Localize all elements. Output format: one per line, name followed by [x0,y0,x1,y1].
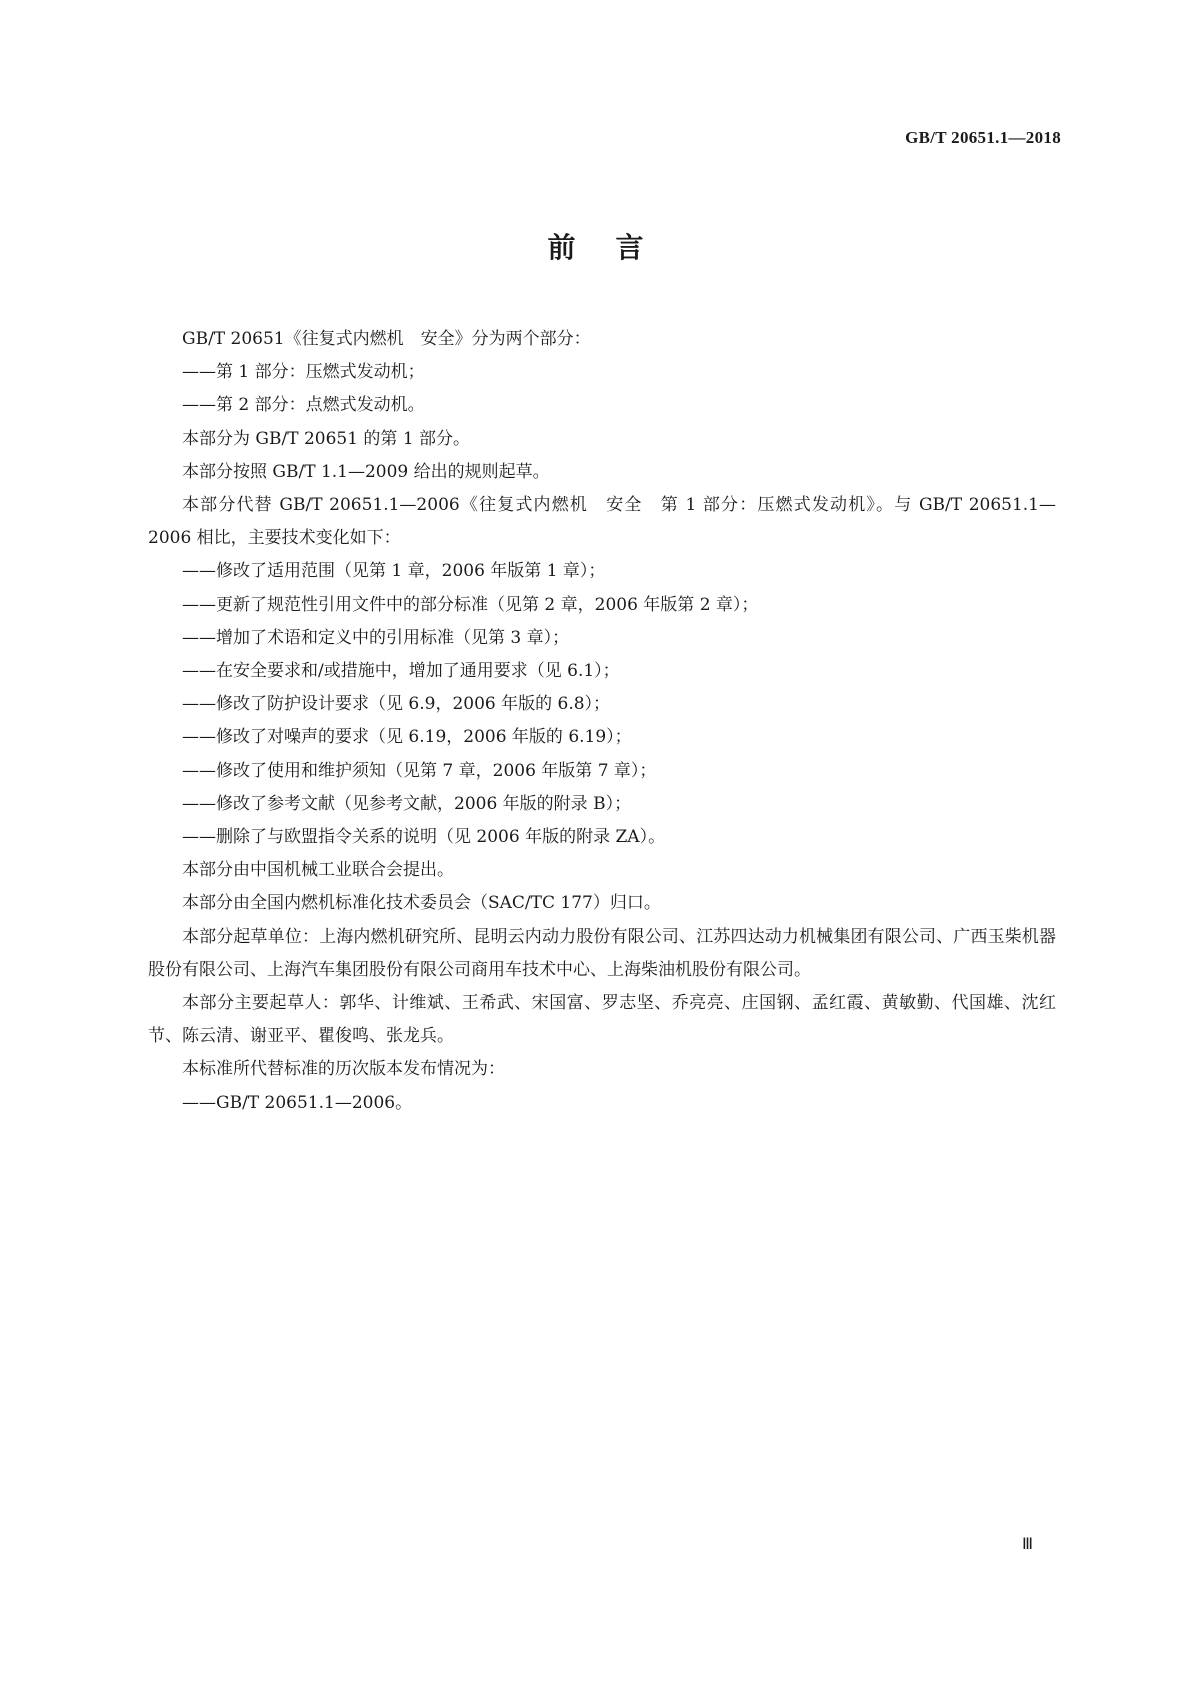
foreword-body [148,323,1056,1120]
paragraph-proposed-by: 本部分由中国机械工业联合会提出。 [182,860,454,881]
paragraph-drafting-units: 本部分起草单位：上海内燃机研究所、昆明云内动力股份有限公司、江苏四达动力机械集团有限公司、广西玉柴机器股份有限公司、上海汽车集团股份有限公司商用车技术中心、上海柴油机股份有限公司。 [148,926,1056,980]
list-item-change: ——在安全要求和/或措施中，增加了通用要求（见 6.1）； [182,661,620,682]
paragraph-centralized-by: 本部分由全国内燃机标准化技术委员会（SAC/TC 177）归口。 [182,893,661,914]
list-item-change: ——修改了适用范围（见第 1 章，2006 年版第 1 章）； [182,561,606,582]
page-number: Ⅲ [1021,1536,1033,1553]
list-item-change: ——修改了使用和维护须知（见第 7 章，2006 年版第 7 章）； [182,760,657,781]
paragraph-replaces: 本部分代替 GB/T 20651.1—2006《往复式内燃机 安全 第 1 部分：压燃式发动机》。与 GB/T 20651.1—2006 相比，主要技术变化如下： [148,495,1056,549]
list-item-change: ——删除了与欧盟指令关系的说明（见 2006 年版的附录 ZA）。 [182,827,666,848]
list-item-change: ——增加了术语和定义中的引用标准（见第 3 章）； [182,627,570,648]
paragraph-drafters: 本部分主要起草人：郭华、计维斌、王希武、宋国富、罗志坚、乔亮亮、庄国钢、孟红霞、黄敏勤、代国雄、沈红节、陈云清、谢亚平、瞿俊鸣、张龙兵。 [148,993,1056,1047]
standard-number: GB/T 20651.1—2018 [905,128,1061,147]
list-item-change: ——修改了参考文献（见参考文献，2006 年版的附录 B）； [182,793,632,814]
paragraph-history-intro: 本标准所代替标准的历次版本发布情况为： [182,1059,505,1080]
paragraph-parts-intro: GB/T 20651《往复式内燃机 安全》分为两个部分： [182,329,591,349]
page-title: 前言 [547,231,684,264]
list-item-part1: ——第 1 部分：压燃式发动机； [182,362,425,383]
list-item-change: ——修改了防护设计要求（见 6.9，2006 年版的 6.8）； [182,694,611,715]
list-item-part2: ——第 2 部分：点燃式发动机。 [182,395,425,416]
paragraph-part-of: 本部分为 GB/T 20651 的第 1 部分。 [182,428,471,449]
list-item-change: ——修改了对噪声的要求（见 6.19，2006 年版的 6.19）； [182,727,632,748]
list-item-change: ——更新了规范性引用文件中的部分标准（见第 2 章，2006 年版第 2 章）； [182,594,759,615]
list-item-history: ——GB/T 20651.1—2006。 [182,1092,413,1113]
paragraph-drafting-rules: 本部分按照 GB/T 1.1—2009 给出的规则起草。 [182,461,550,482]
